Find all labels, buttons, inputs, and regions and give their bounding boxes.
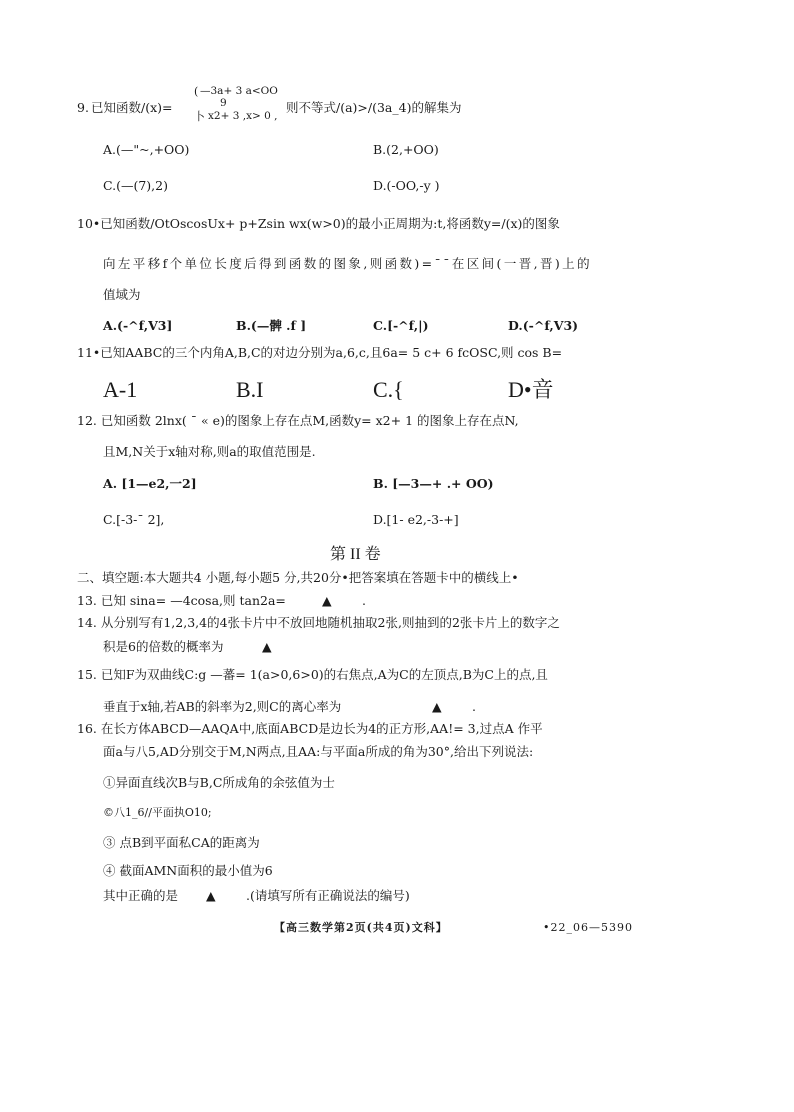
q15-line-1: 15. 已知F为双曲线C:g —蕃= 1(a>0,6>0)的右焦点,A为C的左顶点,B为C上的点,且 [77,667,548,682]
q14-line-1: 14. 从分别写有1,2,3,4的4张卡片中不放回地随机抽取2张,则抽到的2张卡片上的数字之 [77,615,560,630]
q12-option-c: C.[-3-ˉ 2], [103,512,165,527]
q13-end: . [362,593,366,608]
q12-line-1: 12. 已知函数 2lnx( ˉ « e)的图象上存在点M,函数y= x2+ 1 的图象上存在点N, [77,413,519,428]
q9-piece-1: —3a+ 3 a<OO [200,85,278,97]
q9-stem-part-b: 则不等式/(a)>/(3a_4)的解集为 [286,100,462,115]
q10-line-3: 值域为 [103,287,141,302]
q11-line-1: 11•已知AABC的三个内角A,B,C的对边分别为a,6,c,且6a= 5 c+ 6 fcOSC,则 cos B= [77,345,563,360]
q10-option-c: C.[-^f,|) [373,318,429,333]
q12-option-a: A. [1—e2,一2] [103,476,197,491]
q13-blank-marker: ▲ [322,593,332,608]
q11-option-d: D•音 [508,377,554,402]
q9-option-a: A.(—"~,+OO) [103,142,190,157]
page-footer-label: 【高三数学第2页(共4页)文科】 [274,921,448,934]
q13-text: 13. 已知 sina= —4cosa,则 tan2a= [77,593,286,608]
q14-line-2: 积是6的倍数的概率为 [103,639,224,654]
q11-option-c: C.{ [373,377,404,402]
q16-item-3: ③ 点B到平面私CA的距离为 [103,835,260,850]
q9-brace-top: ( [194,85,199,98]
q16-item-1: ①异面直线次B与B,C所成角的余弦值为士 [103,775,335,790]
q9-stem-part-a: 已知函数/(x)= [91,100,173,115]
q15-blank-marker: ▲ [432,699,442,714]
q11-option-a: A-1 [103,377,138,402]
q9-option-c: C.(—(7),2) [103,178,168,193]
q10-option-a: A.(-^f,V3] [103,318,173,333]
part-2-instruction: 二、填空题:本大题共4 小题,每小题5 分,共20分•把答案填在答题卡中的横线上• [77,570,519,585]
q12-option-b: B. [—3—+ .+ OO) [373,476,494,491]
q9-piece-2: x2+ 3 ,x> 0 , [208,110,278,122]
q9-option-d: D.(-OO,-y ) [373,178,440,193]
q16-blank-marker: ▲ [206,888,216,903]
q9-option-b: B.(2,+OO) [373,142,439,157]
q10-option-b: B.(—髀 .f ] [236,318,307,333]
q15-line-2: 垂直于x轴,若AB的斜率为2,则C的离心率为 [103,699,342,714]
q10-option-d: D.(-^f,V3) [508,318,579,333]
q16-item-4: ④ 截面AMN面积的最小值为6 [103,863,273,878]
part-2-title: 第 II 卷 [330,546,381,563]
q12-option-d: D.[1- e2,-3-+] [373,512,459,527]
q16-answer-prompt: 其中正确的是 [103,888,179,903]
q10-line-2: 向左平移f个单位长度后得到函数的图象,则函数)=ˉˉ在区间(一晋,晋)上的 [103,256,592,271]
page-footer-code: •22_06—5390 [543,921,633,934]
q16-answer-note: .(请填写所有正确说法的编号) [246,888,410,903]
q12-line-2: 且M,N关于x轴对称,则a的取值范围是. [103,444,316,459]
q16-item-2: ©八1_6//平面执O10; [103,806,212,819]
q14-blank-marker: ▲ [262,639,272,654]
q10-line-1: 10•已知函数/OtOscosUx+ p+Zsin wx(w>0)的最小正周期为:t,将函数y=/(x)的图象 [77,216,560,231]
q11-option-b: B.I [236,377,264,402]
q16-line-2: 面a与八5,AD分别交于M,N两点,且AA:与平面a所成的角为30°,给出下列说法: [103,744,534,759]
q15-end: . [472,699,476,714]
q9-piece-denominator: 9 [220,97,227,109]
q9-number: 9. [77,100,89,115]
q16-line-1: 16. 在长方体ABCD—AAQA中,底面ABCD是边长为4的正方形,AA!= 3,过点A 作平 [77,721,543,736]
q9-brace-bottom: 卜 [194,110,205,123]
